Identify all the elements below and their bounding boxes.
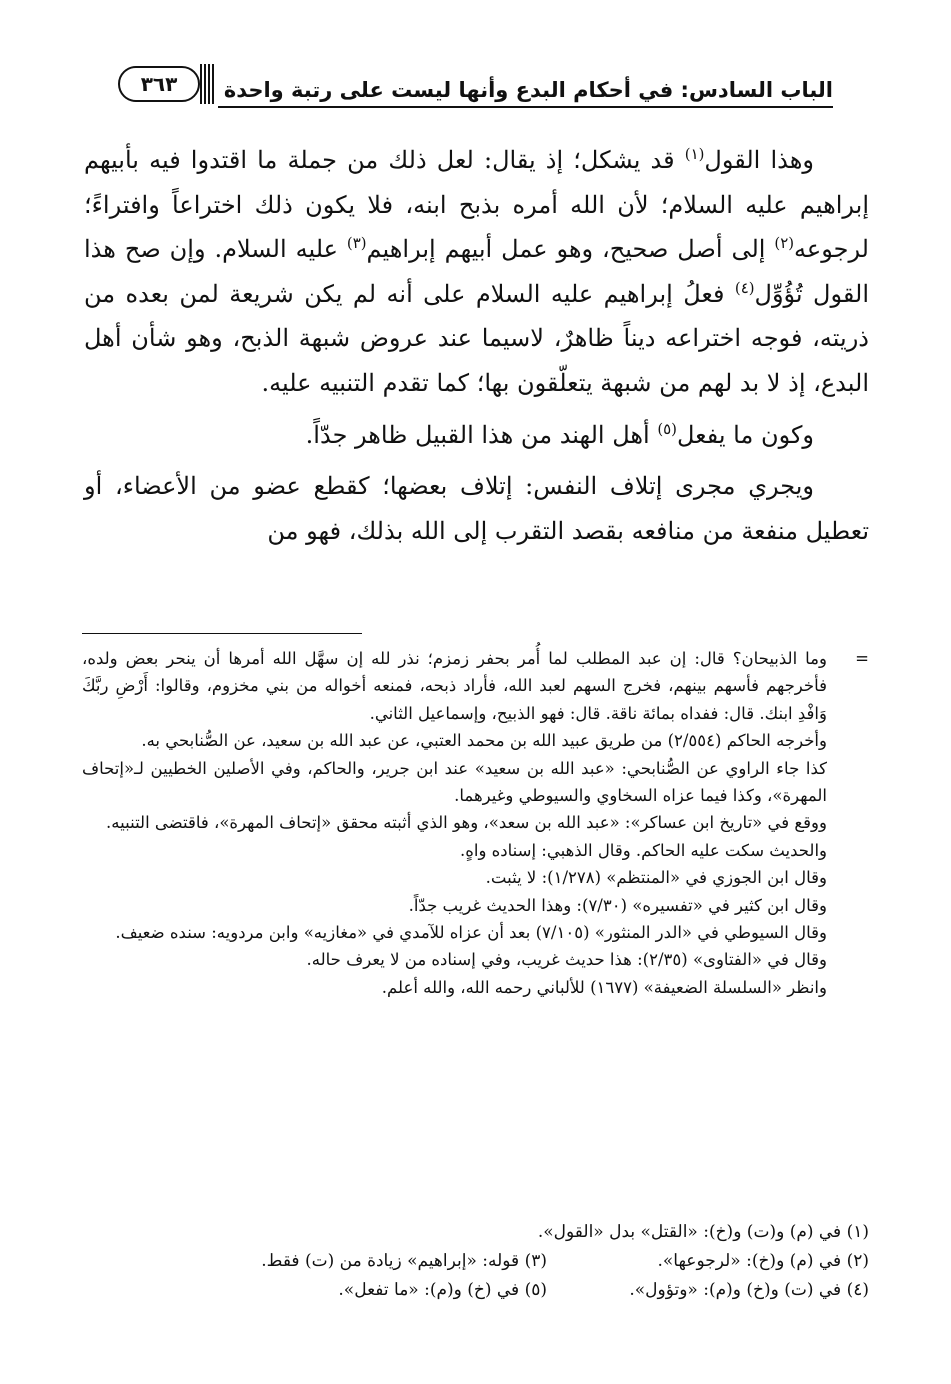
header-rule (218, 106, 833, 108)
note-row (82, 1276, 869, 1305)
note-5: (٥) في (خ) و(م): «ما تفعل». (338, 1280, 547, 1300)
page-number-ornament (118, 64, 216, 104)
main-body (84, 138, 869, 553)
continuation-mark: = (855, 649, 869, 668)
ornament-stripes (200, 64, 216, 104)
note-row (82, 1218, 869, 1247)
footnote-line: وقال السيوطي في «الدر المنثور» (٧/١٠٥) بعد أن عزاه للآمدي في «مغازيه» وابن مردويه: سنده ضعيف. (115, 923, 827, 943)
footnote-text: وما الذبيحان؟ قال: إن عبد المطلب لما أُمر بحفر زمزم؛ نذر لله إن سهَّل الله أمرها أن ينحر بعض ولده، فأخرجهم فأسهم بينهم، فخرج السهم لعبد الله، فأراد ذبحه، فمنعه أخواله من بني مخزوم، وقالوا: أَرْضِ ربَّكَ وَافْدِ ابنك. قال: ففداه بمائة ناقة. قال: فهو الذبيح، وإسماعيل الثاني. (82, 649, 827, 723)
chapter-title: الباب السادس: في أحكام البدع وأنها ليست على رتبة واحدة (223, 78, 833, 102)
note-3: (٣) قوله: «إبراهيم» زيادة من (ت) فقط. (261, 1251, 547, 1271)
footnote-separator (82, 633, 362, 634)
text-run: أهل الهند من هذا القبيل ظاهر جدّاً. (305, 420, 658, 449)
footnote-line: كذا جاء الراوي عن الصُّنابحي: «عبد الله بن سعيد» عند ابن جرير، والحاكم، وفي الأصلين الخطيين لـ«إتحاف المهرة»، وكذا فيما عزاه السخاوي والسيوطي وغيرهما. (82, 758, 827, 806)
paragraph-2 (84, 413, 869, 458)
note-1: (١) في (م) و(ت) و(خ): «القتل» بدل «القول». (537, 1222, 869, 1242)
footnote-line: وأخرجه الحاكم (٢/٥٥٤) من طريق عبيد الله بن محمد العتبي، عن عبد الله بن سعيد، عن الصُّنابحي به. (141, 731, 827, 751)
text-run: وكون ما يفعل (676, 420, 814, 449)
note-2: (٢) في (م) و(خ): «لرجوعها». (657, 1251, 869, 1271)
note-4: (٤) في (ت) و(خ) و(م): «وتؤول». (629, 1280, 869, 1300)
footnote-ref-1[interactable]: (١) (684, 145, 705, 163)
note-row (82, 1247, 869, 1276)
text-run: قد يشكل؛ إذ يقال: لعل ذلك من جملة ما اقتدوا فيه بأبيهم إبراهيم عليه السلام؛ لأن الله أمره بذبح ابنه، فلا يكون ذلك اختراعاً وافتراءً؛ لرجوعه (84, 146, 869, 264)
footnote-line (82, 645, 869, 727)
text-run: وهذا القول (704, 146, 814, 174)
footnote-continuation (82, 645, 869, 1001)
paragraph-1 (84, 138, 869, 406)
running-header (118, 62, 833, 108)
paragraph-3: ويجري مجرى إتلاف النفس: إتلاف بعضها؛ كقطع عضو من الأعضاء، أو تعطيل منفعة من منافعه بقصد التقرب إلى الله بذلك، فهو من (84, 472, 869, 545)
footnote-ref-4[interactable]: (٤) (734, 278, 755, 297)
footnote-line: وانظر «السلسلة الضعيفة» (١٦٧٧) للألباني رحمه الله، والله أعلم. (381, 977, 827, 997)
footnote-ref-3[interactable]: (٣) (346, 234, 367, 253)
footnote-line: وقال ابن كثير في «تفسيره» (٧/٣٠): وهذا الحديث غريب جدّاً. (408, 895, 827, 915)
footnote-ref-2[interactable]: (٢) (774, 234, 795, 253)
page-number: ٣٦٣ (118, 66, 200, 102)
text-run: فعلُ إبراهيم عليه السلام على أنه لم يكن شريعة لمن بعده من ذريته، فوجه اختراعه ديناً ظاهرٌ، لاسيما عند عروض شبهة الذبح، وهو شأن أهل البدع، إذ لا بد لهم من شبهة يتعلّقون بها؛ كما تقدم التنبيه عليه. (84, 279, 869, 397)
footnote-line: ووقع في «تاريخ ابن عساكر»: «عبد الله بن سعد»، وهو الذي أثبته محقق «إتحاف المهرة»، فاقتضى التنبيه. (106, 813, 827, 833)
footnote-ref-5[interactable]: (٥) (657, 419, 677, 438)
footnote-line: وقال ابن الجوزي في «المنتظم» (١/٢٧٨): لا يثبت. (485, 868, 827, 888)
text-run: عليه السلام. وإن صح هذا القول تُؤُوِّل (84, 235, 869, 308)
variant-notes (82, 1218, 869, 1305)
text-run: إلى أصل صحيح، وهو عمل أبيهم إبراهيم (366, 235, 775, 264)
footnote-line: والحديث سكت عليه الحاكم. وقال الذهبي: إسناده واهٍ. (459, 840, 827, 860)
footnote-line: وقال في «الفتاوى» (٢/٣٥): هذا حديث غريب، وفي إسناده من لا يعرف حاله. (306, 950, 827, 970)
